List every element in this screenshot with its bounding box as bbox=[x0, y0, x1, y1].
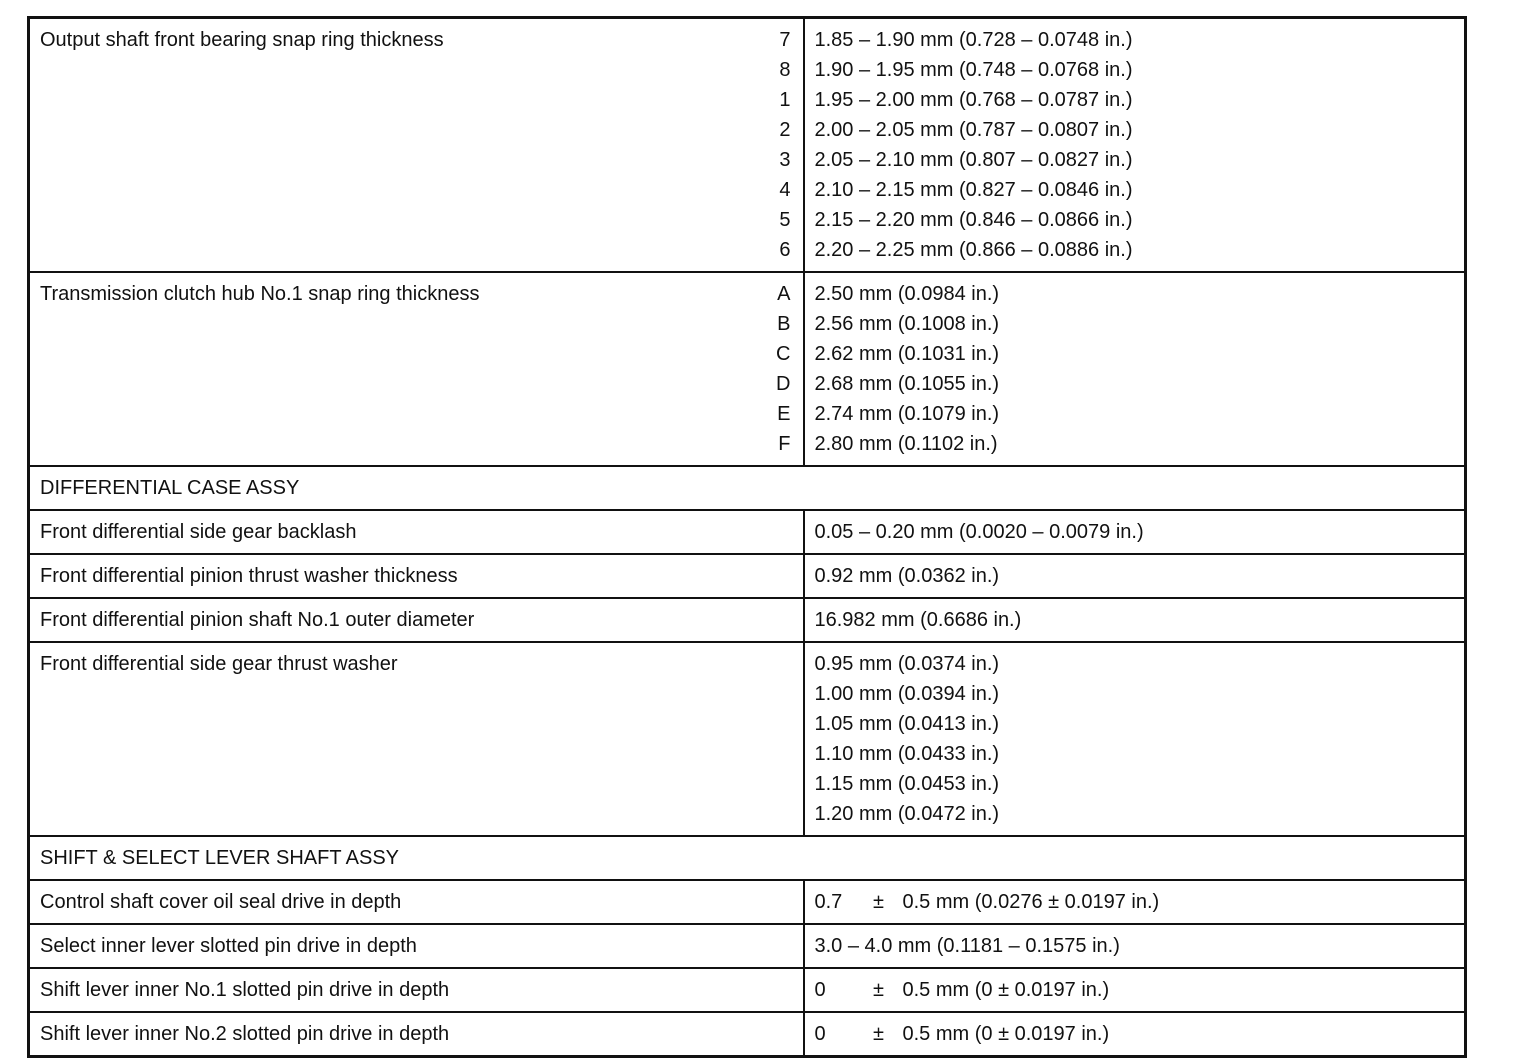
spec-value: 2.10 – 2.15 mm (0.827 – 0.0846 in.) bbox=[814, 179, 1133, 201]
section-row bbox=[29, 466, 1466, 510]
table-row bbox=[29, 510, 1466, 554]
item-label-cell bbox=[29, 18, 804, 273]
item-label-cell bbox=[29, 272, 804, 466]
item-label: Front differential pinion thrust washer thickness bbox=[29, 554, 804, 598]
code: 2 bbox=[779, 119, 791, 141]
spec-value: 3.0 – 4.0 mm (0.1181 – 0.1575 in.) bbox=[804, 924, 1466, 968]
spec-value: 16.982 mm (0.6686 in.) bbox=[804, 598, 1466, 642]
nominal-value: 0 bbox=[814, 979, 826, 1001]
code: 8 bbox=[779, 59, 791, 81]
spec-value: 2.68 mm (0.1055 in.) bbox=[814, 373, 1000, 395]
spec-value: 0.5 mm (0 ± 0.0197 in.) bbox=[902, 979, 1110, 1001]
spec-value: 2.50 mm (0.0984 in.) bbox=[814, 283, 1000, 305]
table-row bbox=[29, 880, 1466, 924]
spec-value: 2.15 – 2.20 mm (0.846 – 0.0866 in.) bbox=[814, 209, 1133, 231]
spec-value: 1.90 – 1.95 mm (0.748 – 0.0768 in.) bbox=[814, 59, 1133, 81]
item-label: Select inner lever slotted pin drive in depth bbox=[29, 924, 804, 968]
table-row bbox=[29, 18, 1466, 273]
spec-value: 2.62 mm (0.1031 in.) bbox=[814, 343, 1000, 365]
code: B bbox=[777, 313, 791, 335]
table-row bbox=[29, 968, 1466, 1012]
spec-value: 1.15 mm (0.0453 in.) bbox=[814, 773, 1000, 795]
item-label: Shift lever inner No.2 slotted pin drive in depth bbox=[29, 1012, 804, 1057]
value-cell bbox=[804, 272, 1466, 466]
spec-value: 1.95 – 2.00 mm (0.768 – 0.0787 in.) bbox=[814, 89, 1133, 111]
tolerance-value bbox=[815, 975, 1110, 1005]
spec-value: 1.00 mm (0.0394 in.) bbox=[814, 683, 1000, 705]
section-heading: SHIFT & SELECT LEVER SHAFT ASSY bbox=[29, 836, 1466, 880]
spec-value: 1.10 mm (0.0433 in.) bbox=[814, 743, 1000, 765]
spec-value: 0.5 mm (0.0276 ± 0.0197 in.) bbox=[902, 891, 1160, 913]
code: 3 bbox=[779, 149, 791, 171]
item-label: Control shaft cover oil seal drive in depth bbox=[29, 880, 804, 924]
code-column bbox=[776, 279, 790, 459]
spec-value: 2.80 mm (0.1102 in.) bbox=[814, 433, 998, 455]
section-row bbox=[29, 836, 1466, 880]
nominal-value: 0.7 bbox=[814, 891, 843, 913]
spec-value: 2.20 – 2.25 mm (0.866 – 0.0886 in.) bbox=[814, 239, 1133, 261]
code: C bbox=[776, 343, 791, 365]
item-label: Front differential side gear backlash bbox=[29, 510, 804, 554]
tolerance-value bbox=[815, 1019, 1110, 1049]
spec-value: 2.00 – 2.05 mm (0.787 – 0.0807 in.) bbox=[814, 119, 1133, 141]
item-label-cell bbox=[29, 642, 804, 836]
spec-table bbox=[27, 16, 1467, 1058]
table-row bbox=[29, 598, 1466, 642]
code: 5 bbox=[779, 209, 791, 231]
spec-value: 1.05 mm (0.0413 in.) bbox=[814, 713, 1000, 735]
spec-value: 0.05 – 0.20 mm (0.0020 – 0.0079 in.) bbox=[804, 510, 1466, 554]
plus-minus-symbol: ± bbox=[873, 979, 884, 1001]
spec-value: 2.56 mm (0.1008 in.) bbox=[814, 313, 1000, 335]
code: D bbox=[776, 373, 791, 395]
table-row bbox=[29, 1012, 1466, 1057]
spec-value: 0.95 mm (0.0374 in.) bbox=[814, 653, 1000, 675]
table-row bbox=[29, 554, 1466, 598]
code: 6 bbox=[779, 239, 791, 261]
plus-minus-symbol: ± bbox=[873, 891, 884, 913]
code-column bbox=[779, 25, 790, 265]
plus-minus-symbol: ± bbox=[873, 1023, 884, 1045]
code: F bbox=[778, 433, 791, 455]
item-label: Front differential side gear thrust washer bbox=[40, 653, 398, 675]
item-label: Transmission clutch hub No.1 snap ring thickness bbox=[40, 283, 480, 305]
table-row bbox=[29, 924, 1466, 968]
nominal-value: 0 bbox=[814, 1023, 826, 1045]
spec-value: 1.20 mm (0.0472 in.) bbox=[814, 803, 1000, 825]
item-label: Front differential pinion shaft No.1 outer diameter bbox=[29, 598, 804, 642]
value-cell bbox=[804, 18, 1466, 273]
code: 7 bbox=[779, 29, 791, 51]
code: 4 bbox=[779, 179, 791, 201]
value-cell bbox=[804, 880, 1466, 924]
value-cell bbox=[804, 1012, 1466, 1057]
table-row bbox=[29, 272, 1466, 466]
section-heading: DIFFERENTIAL CASE ASSY bbox=[29, 466, 1466, 510]
tolerance-value bbox=[815, 887, 1160, 917]
table-row bbox=[29, 642, 1466, 836]
spec-value: 1.85 – 1.90 mm (0.728 – 0.0748 in.) bbox=[814, 29, 1133, 51]
code: E bbox=[777, 403, 791, 425]
code: A bbox=[777, 283, 791, 305]
code: 1 bbox=[779, 89, 791, 111]
spec-value: 2.74 mm (0.1079 in.) bbox=[814, 403, 1000, 425]
item-label: Shift lever inner No.1 slotted pin drive in depth bbox=[29, 968, 804, 1012]
spec-value: 0.92 mm (0.0362 in.) bbox=[804, 554, 1466, 598]
spec-value: 2.05 – 2.10 mm (0.807 – 0.0827 in.) bbox=[814, 149, 1133, 171]
value-cell bbox=[804, 968, 1466, 1012]
item-label: Output shaft front bearing snap ring thickness bbox=[40, 29, 444, 51]
value-cell bbox=[804, 642, 1466, 836]
spec-value: 0.5 mm (0 ± 0.0197 in.) bbox=[902, 1023, 1110, 1045]
